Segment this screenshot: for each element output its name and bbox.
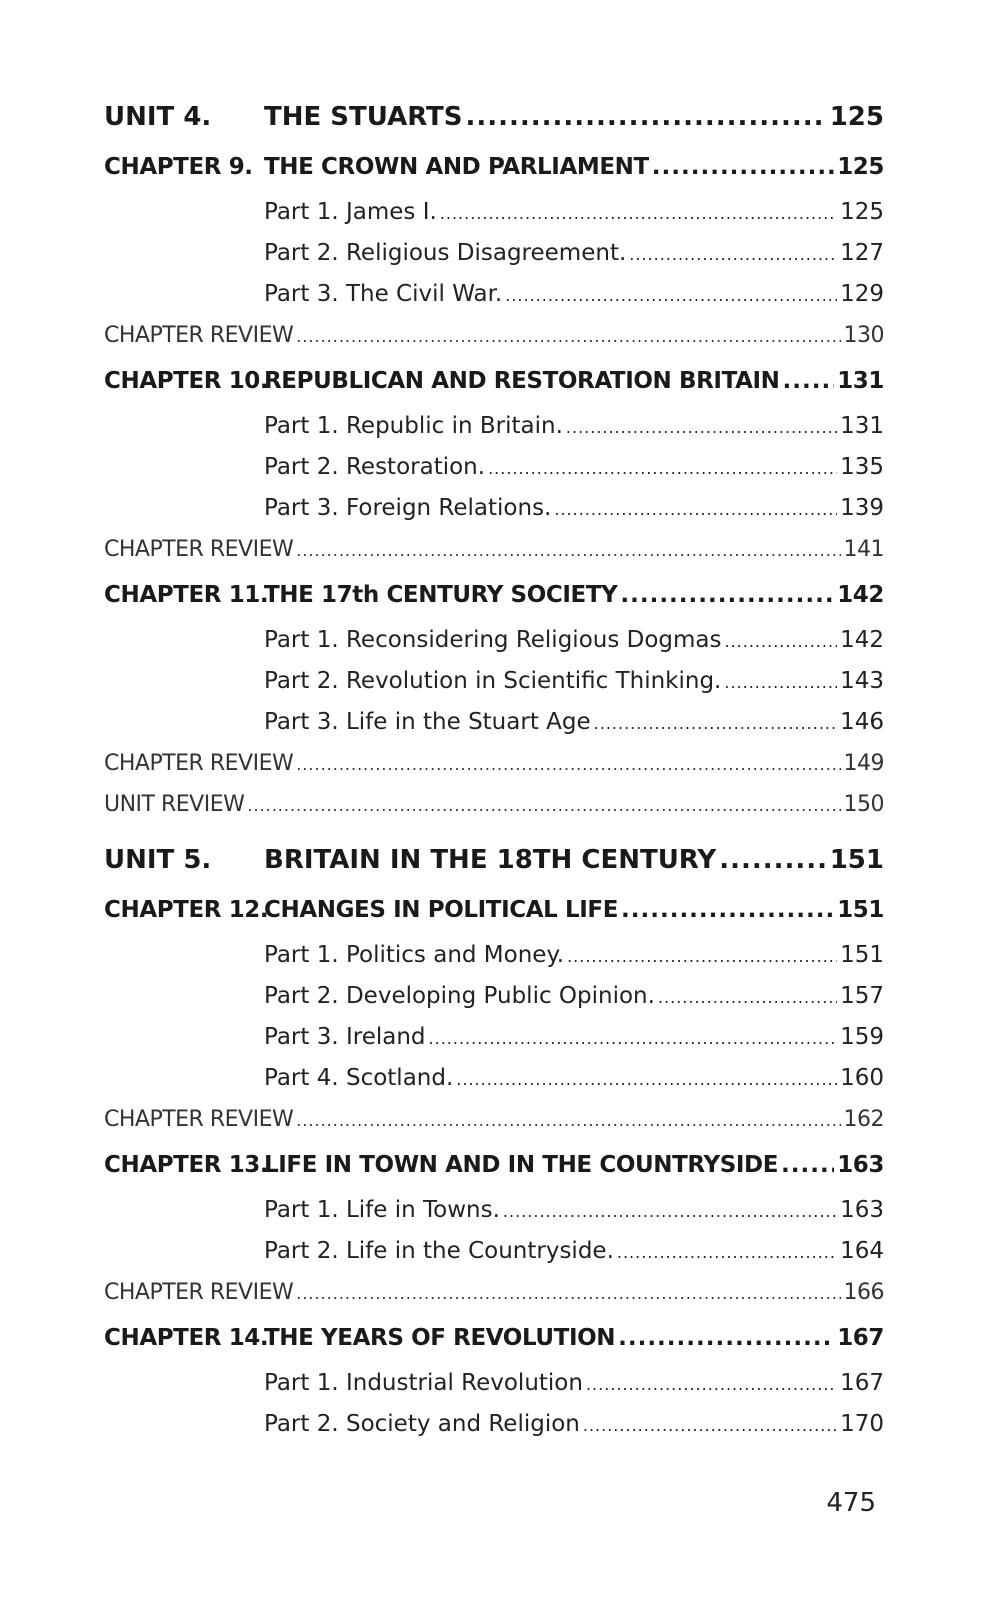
dot-leader (296, 529, 840, 570)
toc-part-row (104, 192, 884, 233)
toc-review-title: CHAPTER REVIEW (104, 1107, 294, 1132)
toc-page-number: 159 (840, 1024, 884, 1050)
toc-page-number: 151 (829, 845, 884, 875)
toc-chapter-title: THE YEARS OF REVOLUTION (264, 1325, 616, 1351)
toc-review-title: CHAPTER REVIEW (104, 751, 294, 776)
toc-page-number: 130 (843, 323, 884, 348)
toc-page-number: 164 (840, 1238, 884, 1264)
toc-part-row (104, 1231, 884, 1272)
toc-part-row (104, 661, 884, 702)
toc-page-number: 139 (840, 495, 884, 521)
table-of-contents (104, 92, 884, 1445)
dot-leader (617, 1231, 837, 1272)
toc-page-number: 150 (843, 792, 884, 817)
toc-page-number: 142 (837, 582, 884, 608)
toc-page-number: 135 (840, 454, 884, 480)
toc-part-title: Part 3. Ireland (264, 1024, 426, 1050)
dot-leader (586, 1363, 837, 1404)
dot-leader (429, 1017, 838, 1058)
toc-unit-row (104, 92, 884, 142)
toc-part-row (104, 274, 884, 315)
dot-leader (652, 142, 834, 192)
dot-leader (566, 406, 837, 447)
toc-part-title: Part 2. Restoration. (264, 454, 486, 480)
toc-page-number: 131 (837, 368, 884, 394)
toc-part-title: Part 1. Reconsidering Religious Dogmas (264, 627, 722, 653)
toc-part-row (104, 447, 884, 488)
toc-unit-label: UNIT 4. (104, 102, 212, 132)
toc-chapter-row (104, 885, 884, 935)
toc-part-row (104, 976, 884, 1017)
toc-part-row (104, 406, 884, 447)
toc-chapter-row (104, 1313, 884, 1363)
dot-leader (296, 315, 840, 356)
toc-part-row (104, 702, 884, 743)
dot-leader (621, 885, 834, 935)
toc-part-row (104, 1363, 884, 1404)
dot-leader (724, 661, 837, 702)
dot-leader (247, 784, 840, 825)
toc-page-number: 167 (837, 1325, 884, 1351)
toc-page-number: 151 (840, 942, 884, 968)
toc-page-number: 149 (843, 751, 884, 776)
dot-leader (658, 976, 837, 1017)
toc-part-row (104, 1058, 884, 1099)
toc-review-title: CHAPTER REVIEW (104, 1280, 294, 1305)
toc-review-row (104, 743, 884, 784)
dot-leader (505, 274, 837, 315)
toc-part-title: Part 1. Republic in Britain. (264, 413, 563, 439)
toc-page-number: 163 (837, 1152, 884, 1178)
toc-page-number: 142 (840, 627, 884, 653)
dot-leader (296, 1099, 840, 1140)
dot-leader (781, 1140, 834, 1190)
toc-unit-title: BRITAIN IN THE 18TH CENTURY (264, 845, 717, 875)
toc-review-row (104, 1272, 884, 1313)
toc-unit-label: UNIT 5. (104, 845, 212, 875)
dot-leader (554, 488, 837, 529)
toc-part-title: Part 1. James I. (264, 199, 437, 225)
dot-leader (594, 702, 837, 743)
toc-page-number: 129 (840, 281, 884, 307)
toc-page-number: 166 (843, 1280, 884, 1305)
toc-page-number: 151 (837, 897, 884, 923)
toc-chapter-title: CHANGES IN POLITICAL LIFE (264, 897, 619, 923)
dot-leader (466, 92, 827, 142)
toc-chapter-title: THE CROWN AND PARLIAMENT (264, 154, 649, 180)
toc-review-title: UNIT REVIEW (104, 792, 245, 817)
toc-part-title: Part 1. Politics and Money. (264, 942, 565, 968)
toc-page-number: 167 (840, 1370, 884, 1396)
toc-review-title: CHAPTER REVIEW (104, 323, 294, 348)
dot-leader (567, 935, 837, 976)
toc-chapter-label: CHAPTER 9. (104, 154, 253, 180)
toc-page-number: 143 (840, 668, 884, 694)
toc-part-row (104, 935, 884, 976)
toc-review-row (104, 315, 884, 356)
toc-page-number: 131 (840, 413, 884, 439)
dot-leader (725, 620, 838, 661)
dot-leader (503, 1190, 837, 1231)
toc-page-number: 160 (840, 1065, 884, 1091)
toc-part-title: Part 4. Scotland. (264, 1065, 454, 1091)
toc-review-row (104, 529, 884, 570)
toc-part-title: Part 2. Developing Public Opinion. (264, 983, 655, 1009)
dot-leader (296, 743, 840, 784)
toc-part-title: Part 3. Life in the Stuart Age (264, 709, 591, 735)
toc-chapter-label: CHAPTER 10. (104, 368, 269, 394)
toc-unit-title: THE STUARTS (264, 102, 463, 132)
toc-page-number: 146 (840, 709, 884, 735)
toc-page-number: 127 (840, 240, 884, 266)
toc-part-title: Part 2. Society and Religion (264, 1411, 580, 1437)
toc-chapter-label: CHAPTER 12. (104, 897, 269, 923)
toc-part-row (104, 1017, 884, 1058)
toc-page-number: 170 (840, 1411, 884, 1437)
toc-part-title: Part 2. Life in the Countryside. (264, 1238, 614, 1264)
toc-page-number: 157 (840, 983, 884, 1009)
toc-chapter-title: THE 17th CENTURY SOCIETY (264, 582, 618, 608)
toc-review-row (104, 784, 884, 825)
toc-part-title: Part 2. Religious Disagreement. (264, 240, 627, 266)
dot-leader (618, 1313, 834, 1363)
toc-page-number: 125 (829, 102, 884, 132)
toc-part-title: Part 2. Revolution in Scientific Thinking. (264, 668, 722, 694)
toc-part-title: Part 1. Life in Towns. (264, 1197, 500, 1223)
toc-unit-row (104, 835, 884, 885)
dot-leader (719, 835, 826, 885)
toc-chapter-row (104, 570, 884, 620)
toc-chapter-label: CHAPTER 11. (104, 582, 269, 608)
toc-page-number: 163 (840, 1197, 884, 1223)
toc-chapter-label: CHAPTER 13. (104, 1152, 269, 1178)
toc-part-row (104, 233, 884, 274)
dot-leader (629, 233, 837, 274)
toc-part-title: Part 3. Foreign Relations. (264, 495, 552, 521)
toc-part-row (104, 1404, 884, 1445)
toc-part-title: Part 1. Industrial Revolution (264, 1370, 583, 1396)
dot-leader (583, 1404, 837, 1445)
dot-leader (296, 1272, 840, 1313)
toc-page-number: 125 (837, 154, 884, 180)
dot-leader (783, 356, 835, 406)
dot-leader (488, 447, 837, 488)
toc-review-row (104, 1099, 884, 1140)
toc-part-row (104, 488, 884, 529)
dot-leader (456, 1058, 837, 1099)
toc-chapter-row (104, 1140, 884, 1190)
toc-chapter-row (104, 142, 884, 192)
toc-part-title: Part 3. The Civil War. (264, 281, 503, 307)
toc-chapter-label: CHAPTER 14. (104, 1325, 269, 1351)
toc-part-row (104, 1190, 884, 1231)
toc-part-row (104, 620, 884, 661)
toc-chapter-row (104, 356, 884, 406)
dot-leader (620, 570, 834, 620)
toc-chapter-title: LIFE IN TOWN AND IN THE COUNTRYSIDE (264, 1152, 779, 1178)
toc-page-number: 162 (843, 1107, 884, 1132)
toc-page-number: 141 (843, 537, 884, 562)
toc-review-title: CHAPTER REVIEW (104, 537, 294, 562)
toc-chapter-title: REPUBLICAN AND RESTORATION BRITAIN (264, 368, 780, 394)
dot-leader (440, 192, 837, 233)
page-number: 475 (826, 1488, 876, 1518)
toc-page-number: 125 (840, 199, 884, 225)
